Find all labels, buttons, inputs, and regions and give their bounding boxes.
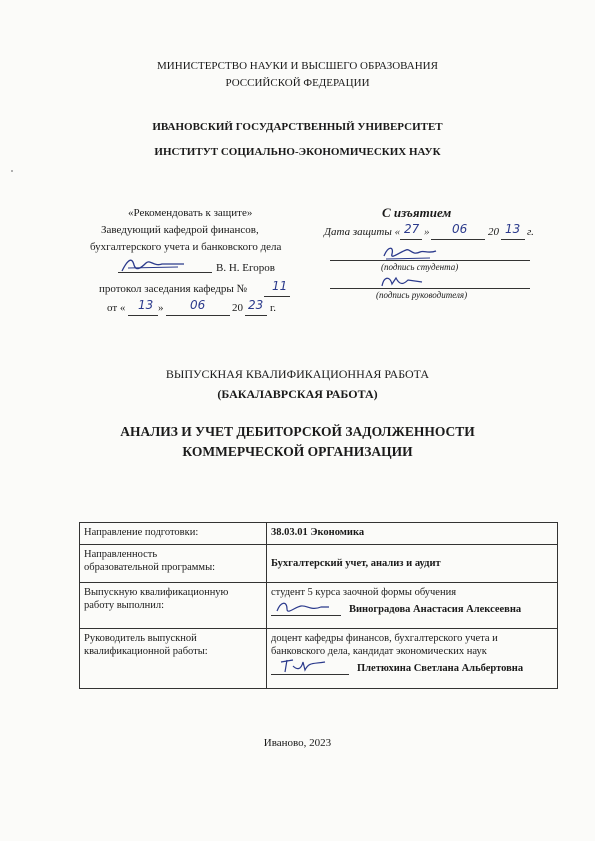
defense-month-line [431,239,485,240]
table-row [80,523,558,545]
row-key-profile-line-2: образовательной программы: [84,562,216,573]
work-type: ВЫПУСКНАЯ КВАЛИФИКАЦИОННАЯ РАБОТА [165,367,430,381]
row-key-student [80,583,267,629]
advisor-table-signature-line [271,674,349,675]
defense-day: 27 [404,222,420,236]
approval-month-line [166,315,230,316]
recommend-label: «Рекомендовать к защите» [128,207,253,219]
defense-date-label: Дата защиты « [324,226,401,238]
row-key-advisor-line-2: квалификационной работы: [84,646,208,657]
defense-day-line [400,239,422,240]
table-row [80,629,558,689]
protocol-number: 11 [272,279,288,293]
head-title-line-1: Заведующий кафедрой финансов, [101,224,259,236]
row-key-profile [80,545,267,583]
advisor-signature-caption: (подпись руководителя) [376,290,468,300]
institute-name: ИНСТИТУТ СОЦИАЛЬНО-ЭКОНОМИЧЕСКИХ НАУК [154,146,441,158]
student-signature-caption: (подпись студента) [381,262,459,272]
approval-day: 13 [138,298,154,312]
defense-month: 06 [452,222,468,236]
approval-quote-close: » [158,302,164,314]
approval-year-end: г. [270,302,277,314]
advisor-signature-line [330,288,530,289]
protocol-label: протокол заседания кафедры № [99,283,247,295]
student-course: студент 5 курса заочной формы обучения [271,587,457,598]
approval-year-prefix: 20 [232,302,243,314]
student-table-signature-line [271,615,341,616]
ministry-line-2: РОССИЙСКОЙ ФЕДЕРАЦИИ [225,77,370,89]
row-key-advisor [80,629,267,689]
head-name: В. Н. Егоров [216,262,275,274]
defense-year-suffix: 13 [505,222,521,236]
topic-line-1: АНАЛИЗ И УЧЕТ ДЕБИТОРСКОЙ ЗАДОЛЖЕННОСТИ [120,424,475,439]
approval-date-prefix: от « [107,302,126,314]
advisor-name: Плетюхина Светлана Альбертовна [357,663,524,674]
row-value-profile: Бухгалтерский учет, анализ и аудит [267,545,558,583]
row-value-direction: 38.03.01 Экономика [267,523,558,545]
row-value-student [267,583,558,629]
ministry-line-1: МИНИСТЕРСТВО НАУКИ И ВЫСШЕГО ОБРАЗОВАНИЯ [157,60,438,72]
approval-year-line [245,315,267,316]
student-name: Виноградова Анастасия Алексеевна [349,604,522,615]
defense-quote-close: » [424,226,430,238]
student-signature-row [271,601,553,619]
row-key-student-line-2: работу выполнил: [84,600,165,611]
protocol-number-line [264,296,290,297]
advisor-position-line-2: банковского дела, кандидат экономических наук [271,646,487,657]
defense-year-end: г. [527,226,534,238]
defense-status: С изъятием [382,205,452,220]
head-signature [118,255,188,277]
table-row [80,545,558,583]
work-subtype: (БАКАЛАВРСКАЯ РАБОТА) [217,387,378,401]
student-signature-line [330,260,530,261]
approval-day-line [128,315,158,316]
row-value-advisor [267,629,558,689]
info-table [79,522,558,689]
advisor-signature [378,272,428,292]
approval-year-suffix: 23 [248,298,264,312]
advisor-table-signature [279,656,329,674]
row-key-student-line-1: Выпускную квалификационную [84,587,229,598]
defense-year-line [501,239,525,240]
approval-month: 06 [190,298,206,312]
defense-year-prefix: 20 [488,226,499,238]
university-name: ИВАНОВСКИЙ ГОСУДАРСТВЕННЫЙ УНИВЕРСИТЕТ [152,121,443,133]
topic-line-2: КОММЕРЧЕСКОЙ ОРГАНИЗАЦИИ [182,444,413,459]
advisor-position-line-1: доцент кафедры финансов, бухгалтерского учета и [271,633,498,644]
row-key-profile-line-1: Направленность [84,549,158,560]
table-row [80,583,558,629]
scan-speck [11,170,13,172]
row-key-advisor-line-1: Руководитель выпускной [84,633,197,644]
head-title-line-2: бухгалтерского учета и банковского дела [90,241,282,253]
advisor-signature-row [271,660,553,678]
row-key-direction: Направление подготовки: [80,523,267,545]
place-year: Иваново, 2023 [263,737,332,749]
